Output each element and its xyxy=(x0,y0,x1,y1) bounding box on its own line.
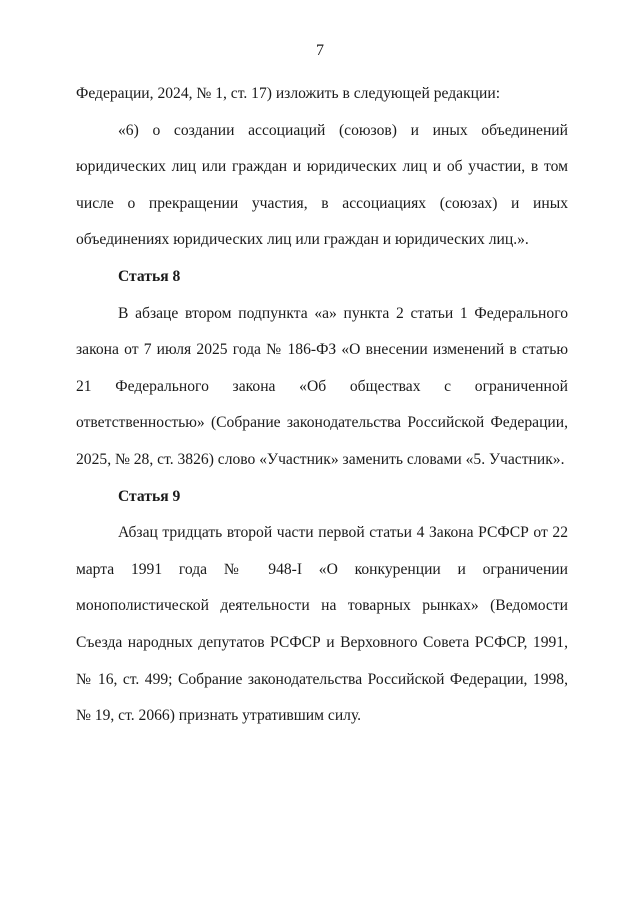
article-heading-8: Статья 8 xyxy=(118,267,181,285)
paragraph-article-9: Абзац тридцать второй части первой статьи 4 Закона РСФСР от 22 марта 1991 года № 948-I «О конкуренции и ограничении монополистической деятельности на товарных рынках» (Ведомости Съезда народных депутатов РСФСР и Верховного Совета РСФСР, 1991, № 16, ст. 499; Собрание законодательства Российской Федерации, 1998, № 19, ст. 2066) признать утратившим силу. xyxy=(76,524,568,725)
paragraph-article-8: В абзаце втором подпункта «а» пункта 2 статьи 1 Федерального закона от 7 июля 2025 года № 186-ФЗ «О внесении изменений в статью 21 Федерального закона «Об обществах с ограниченной ответственностью» (Собрание законодательства Российской Федерации, 2025, № 28, ст. 3826) слово «Участник» заменить словами «5. Участник». xyxy=(76,304,568,468)
article-heading-9: Статья 9 xyxy=(118,487,181,505)
paragraph-continuation: Федерации, 2024, № 1, ст. 17) изложить в следующей редакции: xyxy=(76,85,501,102)
page-number: 7 xyxy=(316,42,324,59)
document-body xyxy=(76,76,568,735)
paragraph-amendment-text: «6) о создании ассоциаций (союзов) и иных объединений юридических лиц или граждан и юридических лиц и об участии, в том числе о прекращении участия, в ассоциациях (союзах) и иных объединениях юридических лиц или граждан и юридических лиц.». xyxy=(76,121,568,249)
